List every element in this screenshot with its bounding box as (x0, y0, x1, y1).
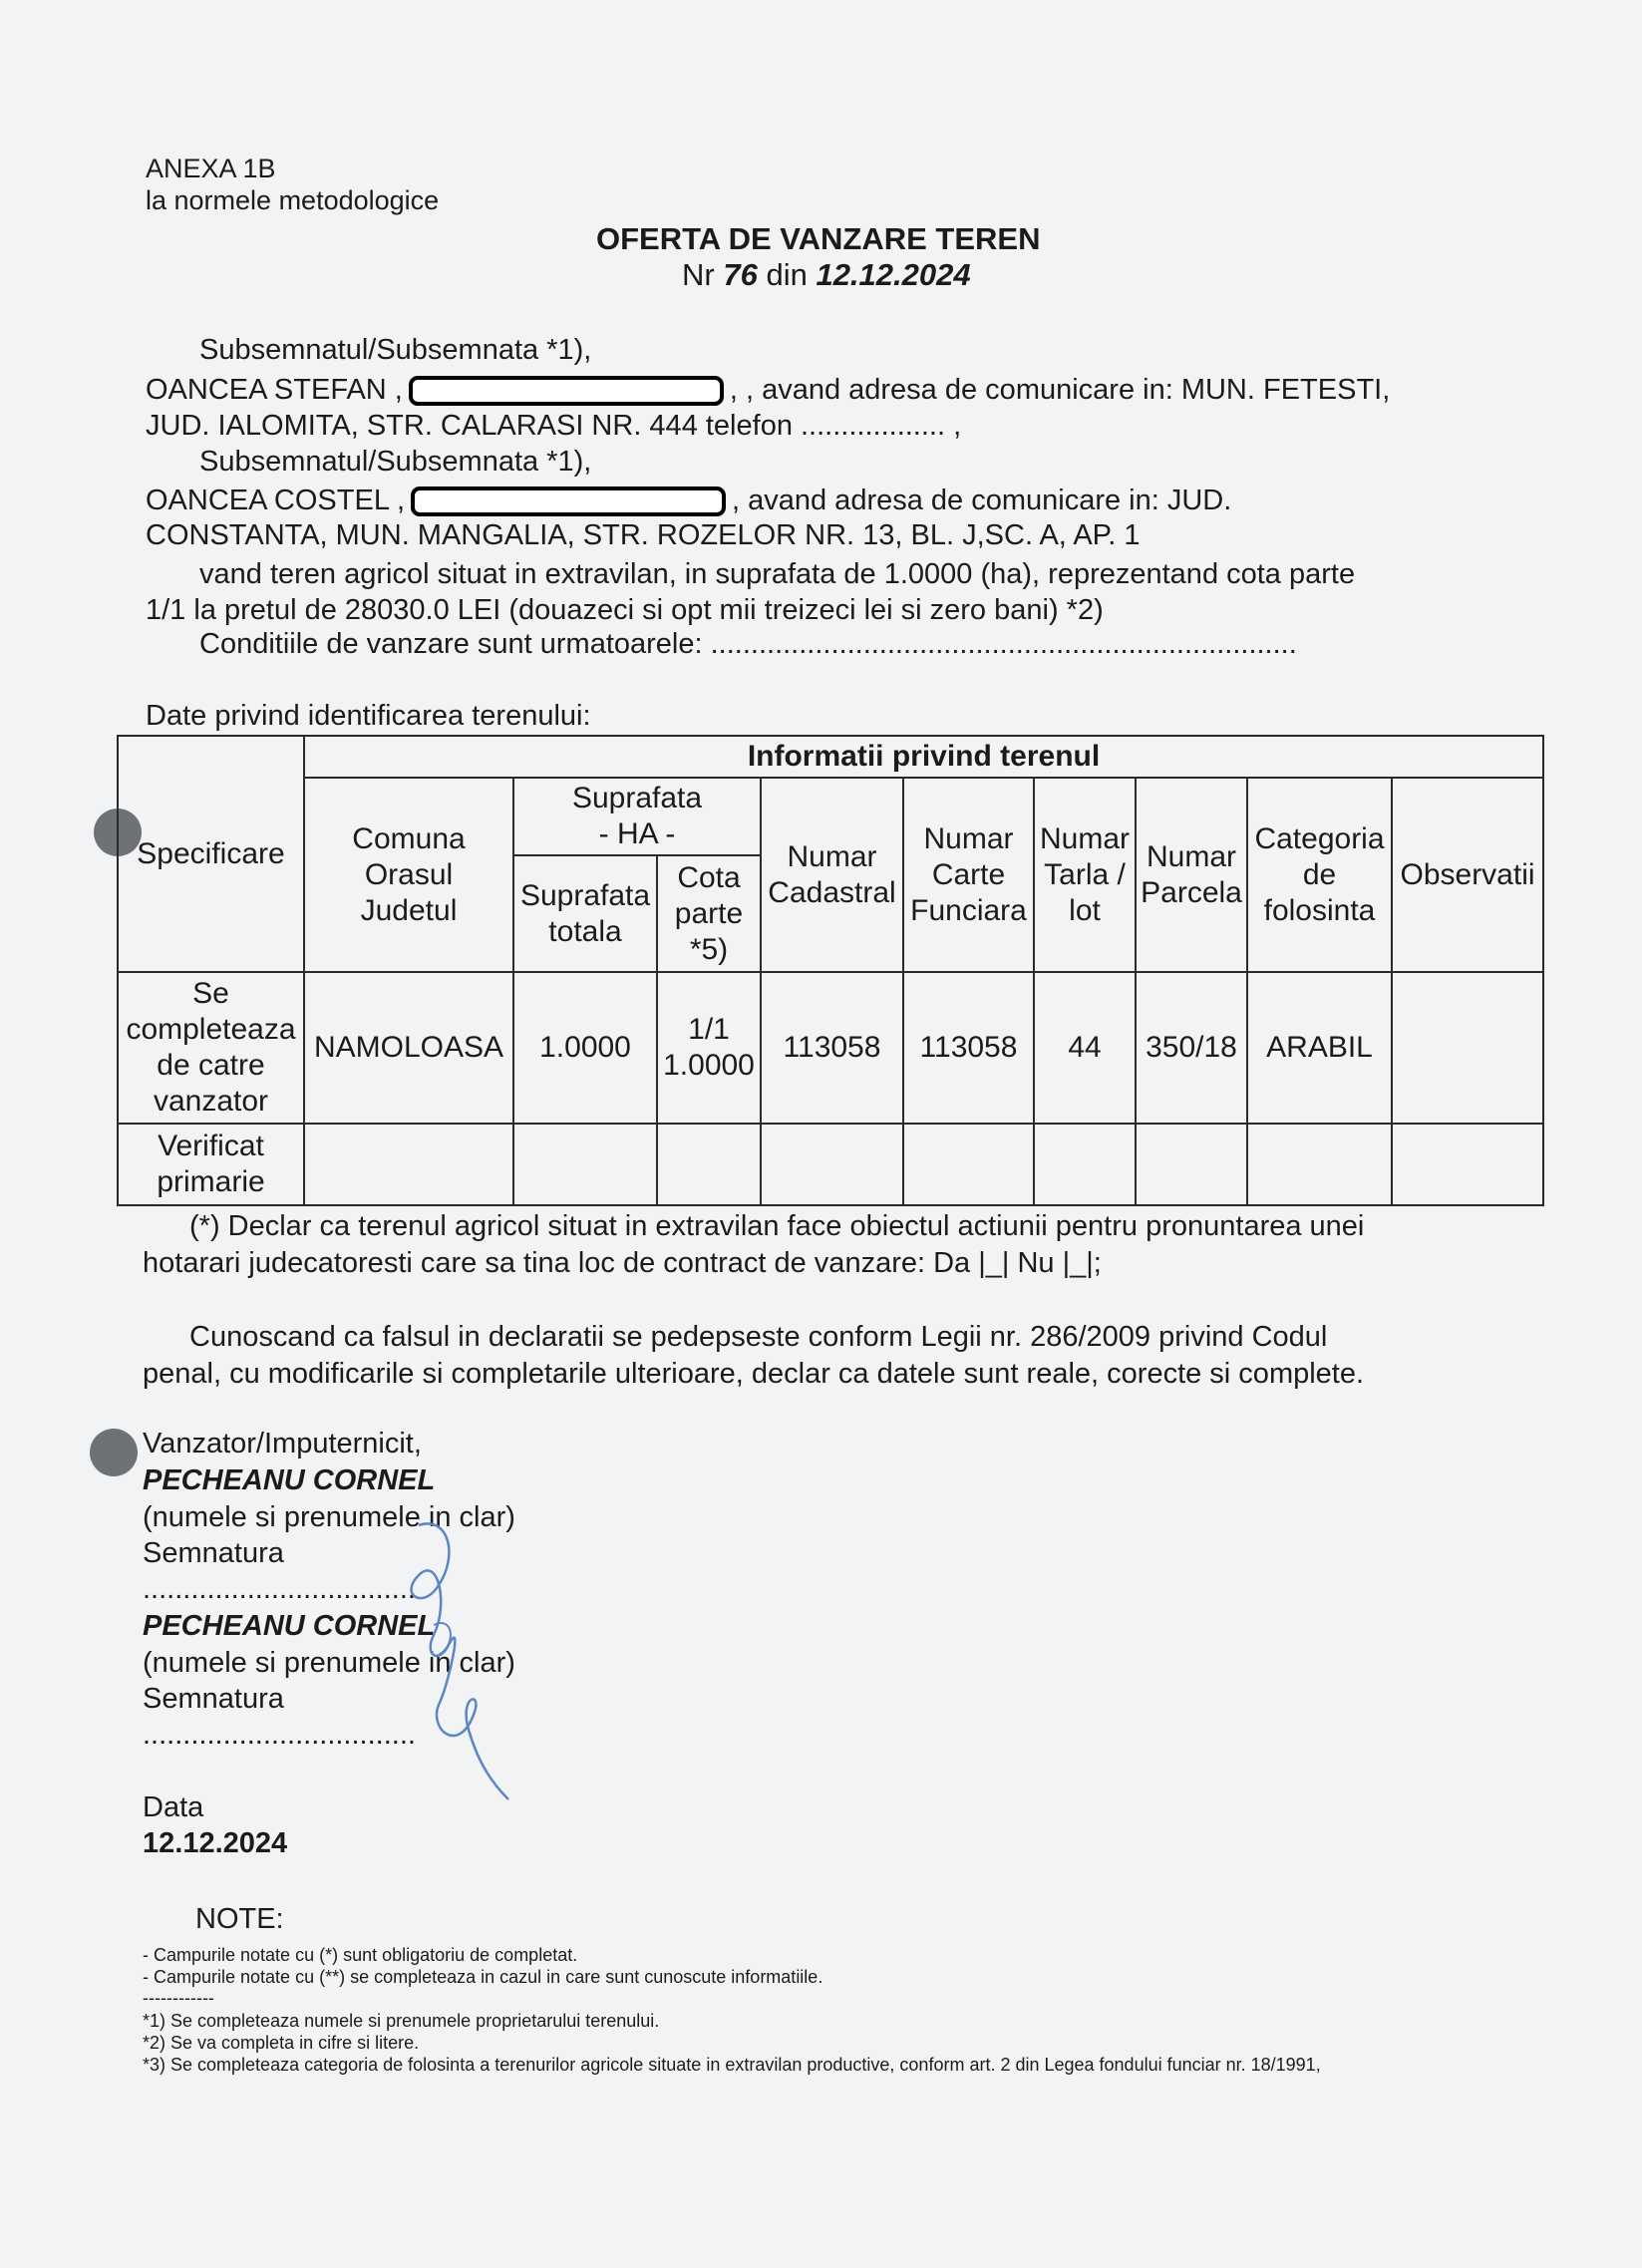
document-number-line (682, 256, 971, 293)
signature-stroke (412, 1523, 508, 1799)
header-tarla: Numar Tarla / lot (1034, 778, 1136, 972)
cell-cota: 1/1 1.0000 (657, 972, 761, 1124)
header-suprafata: Suprafata - HA - (513, 778, 761, 855)
date-value: 12.12.2024 (143, 1827, 288, 1859)
seller-1-line (146, 372, 1390, 408)
document-title: OFERTA DE VANZARE TEREN (596, 221, 1041, 256)
header-comuna: Comuna Orasul Judetul (304, 778, 513, 972)
cell-cadastral: 113058 (761, 972, 903, 1124)
seller-1-name: OANCEA STEFAN , (146, 374, 403, 406)
redaction-box (409, 376, 724, 406)
date-label: din (766, 257, 808, 292)
seller-intro-2: Subsemnatul/Subsemnata *1), (199, 446, 592, 478)
row-label-vanzator: Se completeaza de catre vanzator (118, 972, 304, 1124)
punch-hole-bottom (90, 1429, 138, 1476)
table-row (118, 1124, 1543, 1205)
note-2: - Campurile notate cu (**) se completeaza in cazul in care sunt cunoscute informatiile. (143, 1967, 823, 1987)
seller-1-address-2: JUD. IALOMITA, STR. CALARASI NR. 444 telefon .................. , (146, 410, 962, 442)
signer-role: Vanzator/Imputernicit, (143, 1428, 422, 1459)
empty-cell (1034, 1124, 1136, 1205)
signature-line-2: .................................. (143, 1719, 416, 1751)
header-suprafata-totala: Suprafata totala (513, 855, 657, 972)
nr-label: Nr (682, 257, 715, 292)
nr-value: 76 (723, 257, 758, 292)
note-5: *3) Se completeaza categoria de folosinta a terenurilor agricole situate in extravilan productive, conform art. 2 din Legea fondului funciar nr. 18/1991, (143, 2055, 1321, 2075)
annex-subtitle: la normele metodologice (146, 185, 440, 215)
table-row (118, 972, 1543, 1124)
header-cota-parte: Cota parte *5) (657, 855, 761, 972)
cell-parcela: 350/18 (1136, 972, 1247, 1124)
land-sale-line-1: vand teren agricol situat in extravilan, in suprafata de 1.0000 (ha), reprezentand cota parte (199, 558, 1356, 590)
signature-line-1: .................................. (143, 1573, 416, 1605)
header-parcela: Numar Parcela (1136, 778, 1247, 972)
header-observatii: Observatii (1392, 778, 1543, 972)
header-group-land-info: Informatii privind terenul (304, 736, 1543, 778)
header-cadastral: Numar Cadastral (761, 778, 903, 972)
empty-cell (304, 1124, 513, 1205)
empty-cell (903, 1124, 1034, 1205)
signer-name-1: PECHEANU CORNEL (143, 1464, 436, 1496)
seller-2-line (146, 483, 1231, 518)
cell-tarla: 44 (1034, 972, 1136, 1124)
header-specificare: Specificare (118, 736, 304, 972)
name-clear-label-1: (numele si prenumele in clar) (143, 1501, 515, 1533)
declaration-line-3: Cunoscand ca falsul in declaratii se pedepseste conform Legii nr. 286/2009 privind Codul (189, 1321, 1328, 1353)
declaration-line-1: (*) Declar ca terenul agricol situat in extravilan face obiectul actiunii pentru pronuntarea unei (189, 1210, 1365, 1242)
row-label-primarie: Verificat primarie (118, 1124, 304, 1205)
signer-name-2: PECHEANU CORNEL (143, 1610, 436, 1642)
header-categoria: Categoria de folosinta (1247, 778, 1392, 972)
empty-cell (1136, 1124, 1247, 1205)
note-4: *2) Se va completa in cifre si litere. (143, 2033, 420, 2053)
land-sale-line-2: 1/1 la pretul de 28030.0 LEI (douazeci si opt mii treizeci lei si zero bani) *2) (146, 594, 1104, 626)
cell-suprafata: 1.0000 (513, 972, 657, 1124)
declaration-line-4: penal, cu modificarile si completarile ulterioare, declar ca datele sunt reale, corecte si complete. (143, 1358, 1365, 1390)
empty-cell (513, 1124, 657, 1205)
land-info-table (117, 735, 1544, 1206)
header-carte-funciara: Numar Carte Funciara (903, 778, 1034, 972)
signature-label-2: Semnatura (143, 1683, 284, 1715)
seller-2-name: OANCEA COSTEL , (146, 485, 405, 516)
date-value: 12.12.2024 (816, 257, 971, 292)
notes-title: NOTE: (195, 1903, 284, 1935)
land-identification-heading: Date privind identificarea terenului: (146, 700, 591, 732)
empty-cell (761, 1124, 903, 1205)
cell-observatii (1392, 972, 1543, 1124)
note-1: - Campurile notate cu (*) sunt obligatoriu de completat. (143, 1945, 578, 1965)
seller-2-address-2: CONSTANTA, MUN. MANGALIA, STR. ROZELOR NR. 13, BL. J,SC. A, AP. 1 (146, 519, 1141, 551)
redaction-box (411, 486, 726, 516)
note-3: *1) Se completeaza numele si prenumele proprietarului terenului. (143, 2011, 660, 2031)
empty-cell (1392, 1124, 1543, 1205)
cell-comuna: NAMOLOASA (304, 972, 513, 1124)
signature-label-1: Semnatura (143, 1537, 284, 1569)
handwritten-signature (379, 1515, 538, 1804)
name-clear-label-2: (numele si prenumele in clar) (143, 1647, 515, 1679)
note-separator: ------------ (143, 1988, 214, 2008)
seller-intro-1: Subsemnatul/Subsemnata *1), (199, 334, 592, 366)
sale-conditions: Conditiile de vanzare sunt urmatoarele: ......................................................................... (199, 628, 1297, 660)
date-label: Data (143, 1791, 204, 1823)
seller-1-address: , , avand adresa de comunicare in: MUN. FETESTI, (729, 374, 1391, 406)
cell-categoria: ARABIL (1247, 972, 1392, 1124)
empty-cell (1247, 1124, 1392, 1205)
seller-2-address: , avand adresa de comunicare in: JUD. (732, 485, 1232, 516)
declaration-line-2: hotarari judecatoresti care sa tina loc de contract de vanzare: Da |_| Nu |_|; (143, 1247, 1102, 1279)
empty-cell (657, 1124, 761, 1205)
annex-label: ANEXA 1B (146, 154, 276, 183)
cell-carte-funciara: 113058 (903, 972, 1034, 1124)
